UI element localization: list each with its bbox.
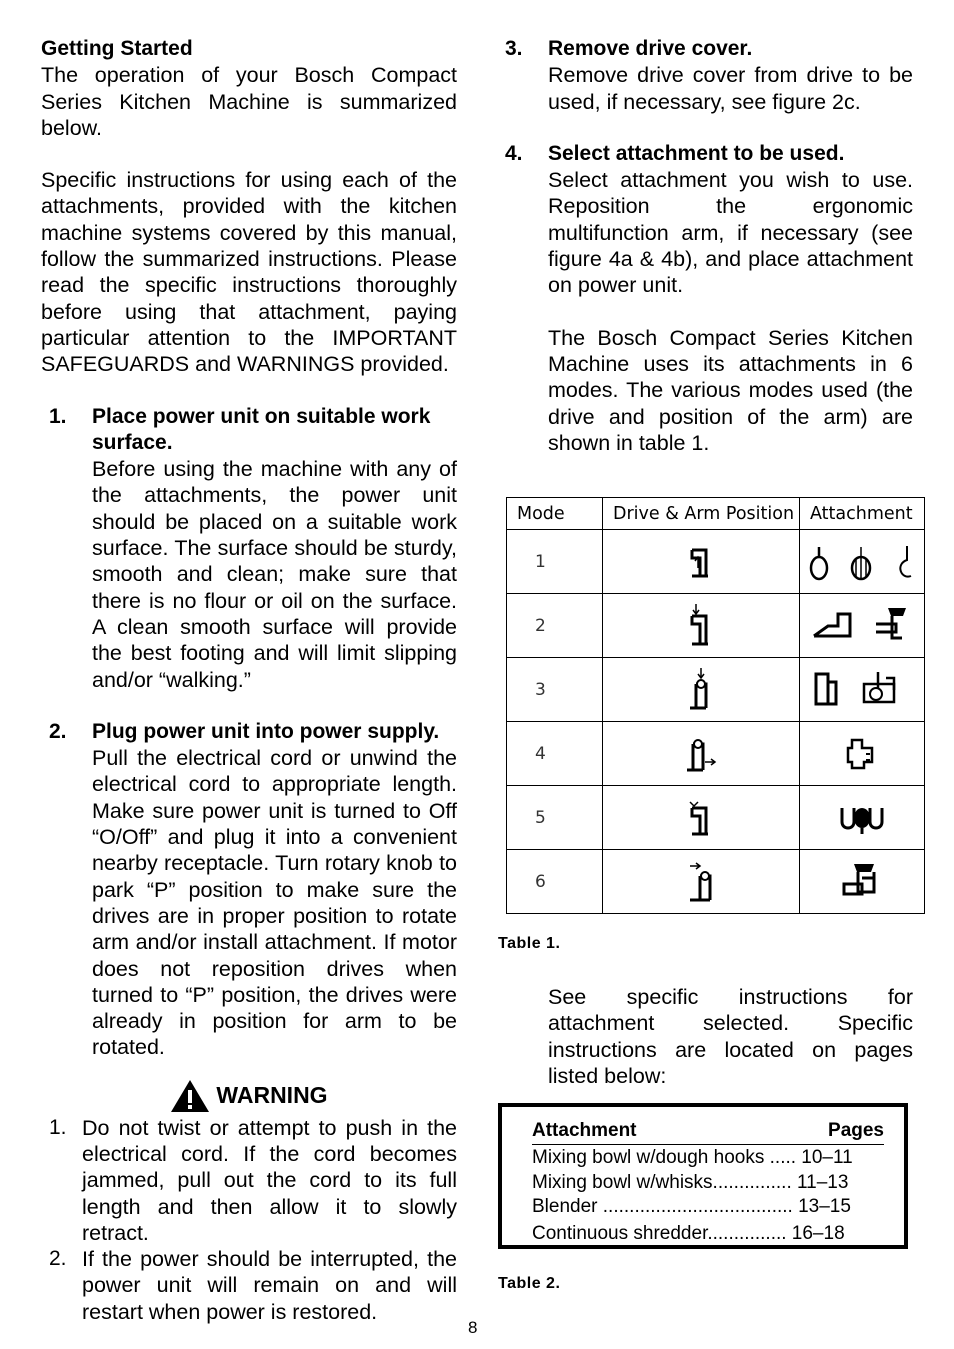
dough-hook-whisk-icon <box>807 540 917 584</box>
step-1 <box>41 404 457 693</box>
drive-arm-cell <box>603 530 800 594</box>
drive-arm-cell <box>603 850 800 914</box>
step-2-number: 2. <box>49 719 67 743</box>
mode-cell: 6 <box>507 850 603 914</box>
modes-table-header <box>507 498 925 530</box>
attachment-cell <box>800 850 925 914</box>
table-row <box>507 850 925 914</box>
drive-position-icon <box>683 734 719 774</box>
warning-item-2 <box>41 1246 457 1325</box>
warning-title: WARNING <box>216 1082 328 1109</box>
drive-arm-cell <box>603 786 800 850</box>
blender-mixer-icon <box>812 670 912 710</box>
step-4-body: Select attachment you wish to use. Reposition the ergonomic multifunction arm, if necessary (see figure 4a & 4b), and place attachment on power unit. <box>548 168 913 298</box>
mode-cell: 3 <box>507 658 603 722</box>
warning-item-1 <box>41 1115 457 1246</box>
warning-heading <box>41 1079 457 1113</box>
mode-cell: 5 <box>507 786 603 850</box>
header-pages-label: Pages <box>828 1120 884 1141</box>
mode-cell: 4 <box>507 722 603 786</box>
table-row: Continuous shredder............... 16–18 <box>532 1223 845 1244</box>
step-4 <box>505 141 913 456</box>
step-4-body-2: The Bosch Compact Series Kitchen Machine uses its attachments in 6 modes. The various modes used (the drive and position of the arm) are shown in table 1. <box>548 325 913 455</box>
table-row <box>507 658 925 722</box>
header-attachment: Attachment <box>800 498 925 530</box>
step-1-title: Place power unit on suitable work surface. <box>92 404 431 454</box>
step-1-number: 1. <box>49 404 67 428</box>
page-number: 8 <box>468 1318 478 1337</box>
drive-arm-cell <box>603 594 800 658</box>
dough-hook-set-icon <box>840 802 884 834</box>
table-1-caption: Table 1. <box>498 935 561 952</box>
slicer-grinder-icon <box>812 606 912 646</box>
intro-paragraph: The operation of your Bosch Compact Series Kitchen Machine is summarized below. <box>41 63 457 140</box>
table-row <box>507 722 925 786</box>
attachment-cell <box>800 722 925 786</box>
drive-position-icon <box>686 542 716 582</box>
attachment-cell <box>800 594 925 658</box>
step-4-title: Select attachment to be used. <box>548 141 845 165</box>
pages-table-header <box>532 1120 884 1145</box>
table-row: Blender .................................... 13–15 <box>532 1196 851 1217</box>
drive-position-icon <box>686 604 716 648</box>
step-3-title: Remove drive cover. <box>548 37 753 60</box>
step-4-number: 4. <box>505 141 523 165</box>
getting-started-heading: Getting Started <box>41 37 193 60</box>
table-row <box>507 594 925 658</box>
step-2 <box>41 719 457 1061</box>
shredder-icon <box>842 862 882 902</box>
table-2-caption: Table 2. <box>498 1275 561 1292</box>
header-attachment-label: Attachment <box>532 1120 637 1141</box>
table-row: Mixing bowl w/whisks............... 11–13 <box>532 1172 849 1193</box>
warning-item-2-number: 2. <box>49 1247 67 1271</box>
drive-position-icon <box>686 668 716 712</box>
step-3-number: 3. <box>505 37 523 60</box>
drive-position-icon <box>686 860 716 904</box>
header-drive-arm: Drive & Arm Position <box>603 498 800 530</box>
right-column <box>505 36 913 456</box>
step-1-body: Before using the machine with any of the attachments, the power unit should be placed on a suitable work surface. The surface should be sturdy, smooth and clean; make sure that there is no flour or oil on the surface. A clean smooth surface will provide the best footing and will limit slipping and/or “walking.” <box>92 457 457 692</box>
mode-cell: 1 <box>507 530 603 594</box>
warning-triangle-icon <box>170 1079 210 1113</box>
warning-item-2-text: If the power should be interrupted, the power unit will remain on and will restart when power is restored. <box>82 1247 457 1324</box>
drive-arm-cell <box>603 722 800 786</box>
step-3-body: Remove drive cover from drive to be used, if necessary, see figure 2c. <box>548 63 913 114</box>
table-row: Mixing bowl w/dough hooks ..... 10–11 <box>532 1147 853 1168</box>
citrus-press-icon <box>844 736 880 772</box>
attachment-cell <box>800 530 925 594</box>
step-2-title: Plug power unit into power supply. <box>92 719 440 743</box>
left-column <box>41 36 457 1325</box>
see-specific-paragraph: See specific instructions for attachment selected. Specific instructions are located on pages listed below: <box>548 985 913 1088</box>
attachment-cell <box>800 786 925 850</box>
mode-cell: 2 <box>507 594 603 658</box>
table-row <box>507 786 925 850</box>
attachment-cell <box>800 658 925 722</box>
drive-position-icon <box>686 798 716 838</box>
warning-item-1-text: Do not twist or attempt to push in the electrical cord. If the cord becomes jammed, pull out the cord to its full length and then allow it to slowly retract. <box>82 1115 457 1245</box>
modes-table <box>506 497 925 914</box>
header-mode: Mode <box>507 498 603 530</box>
table-row <box>507 530 925 594</box>
step-3 <box>505 36 913 115</box>
step-2-body: Pull the electrical cord or unwind the electrical cord to appropriate length. Make sure power unit is turned to Off “O/Off” and plug it into a convenient nearby receptacle. Turn rotary knob to park “P” position to make sure the drives are in proper position to rotate arm and/or install attachment. If motor does not reposition drives when turned to “P” position, the drives were already in position for arm to be rotated. <box>92 746 457 1060</box>
warning-item-1-number: 1. <box>49 1115 67 1139</box>
pages-table <box>498 1103 908 1249</box>
drive-arm-cell <box>603 658 800 722</box>
specific-paragraph: Specific instructions for using each of the attachments, provided with the kitchen machine systems covered by this manual, follow the summarized instructions. Please read the specific instructions thoroughly before using that attachment, paying particular attention to the IMPORTANT SAFEGUARDS and WARNINGS provided. <box>41 168 457 377</box>
